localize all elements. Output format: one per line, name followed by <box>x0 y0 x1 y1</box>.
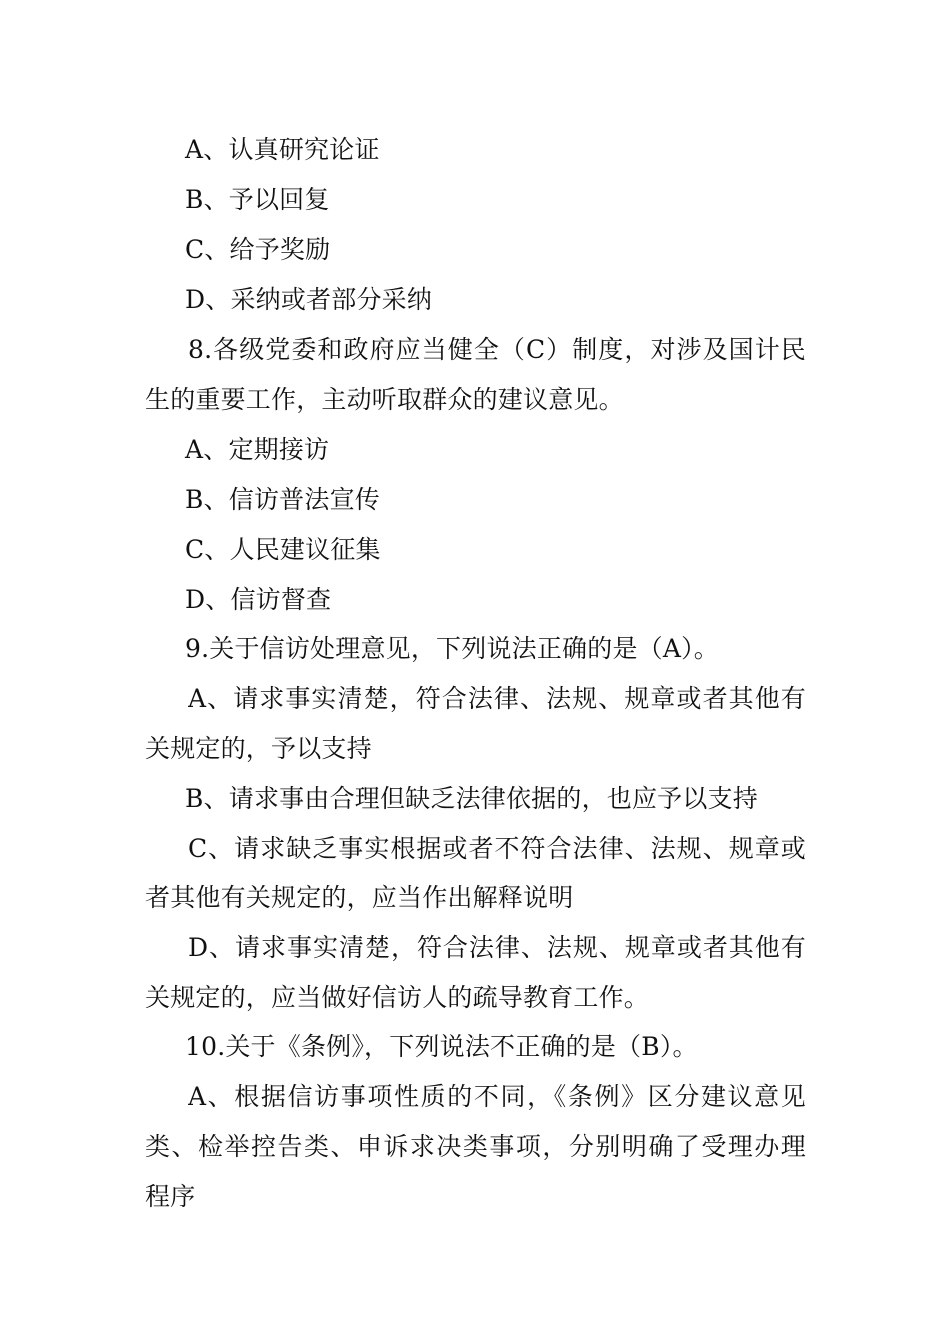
option-c-q9-text-1: C、请求缺乏事实根据或者不符合法律、法规、规章或 <box>188 834 806 863</box>
option-b-q7: B、予以回复 <box>185 185 330 214</box>
option-c-q9-line-2: 者其他有关规定的，应当作出解释说明 <box>145 883 574 912</box>
option-d-q9-line-2: 关规定的，应当做好信访人的疏导教育工作。 <box>145 983 650 1012</box>
option-a-q10-line-2 <box>0 1122 950 1172</box>
option-a-q9-text-1: A、请求事实清楚，符合法律、法规、规章或者其他有 <box>188 684 806 713</box>
option-d-q7: D、采纳或者部分采纳 <box>185 285 433 314</box>
option-a-q10-line-1 <box>0 1072 950 1122</box>
option-a-q8: A、定期接访 <box>185 435 330 464</box>
question-8-line-2: 生的重要工作，主动听取群众的建议意见。 <box>145 385 624 414</box>
option-d-q9-text-1: D、请求事实清楚，符合法律、法规、规章或者其他有 <box>188 933 806 962</box>
question-8-line-1 <box>0 325 950 375</box>
option-c-q8: C、人民建议征集 <box>185 535 381 564</box>
option-a-q10-text-2: 类、检举控告类、申诉求决类事项，分别明确了受理办理 <box>145 1132 806 1161</box>
option-a-q10-line-3: 程序 <box>145 1182 196 1211</box>
option-c-q9-line-1 <box>0 824 950 874</box>
option-a-q9-line-2: 关规定的，予以支持 <box>145 734 372 763</box>
option-d-q8: D、信访督查 <box>185 585 332 614</box>
question-9: 9.关于信访处理意见，下列说法正确的是（A）。 <box>185 634 720 663</box>
option-a-q9-line-1 <box>0 674 950 724</box>
option-a-q10-text-1: A、根据信访事项性质的不同，《条例》区分建议意见 <box>188 1082 806 1111</box>
option-b-q9: B、请求事由合理但缺乏法律依据的，也应予以支持 <box>185 784 758 813</box>
option-b-q8: B、信访普法宣传 <box>185 485 380 514</box>
option-d-q9-line-1 <box>0 923 950 973</box>
question-10: 10.关于《条例》，下列说法不正确的是（B）。 <box>185 1032 698 1061</box>
option-a-q7: A、认真研究论证 <box>185 135 380 164</box>
question-8-text-1: 8.各级党委和政府应当健全（C）制度，对涉及国计民 <box>188 335 806 364</box>
option-c-q7: C、给予奖励 <box>185 235 331 264</box>
